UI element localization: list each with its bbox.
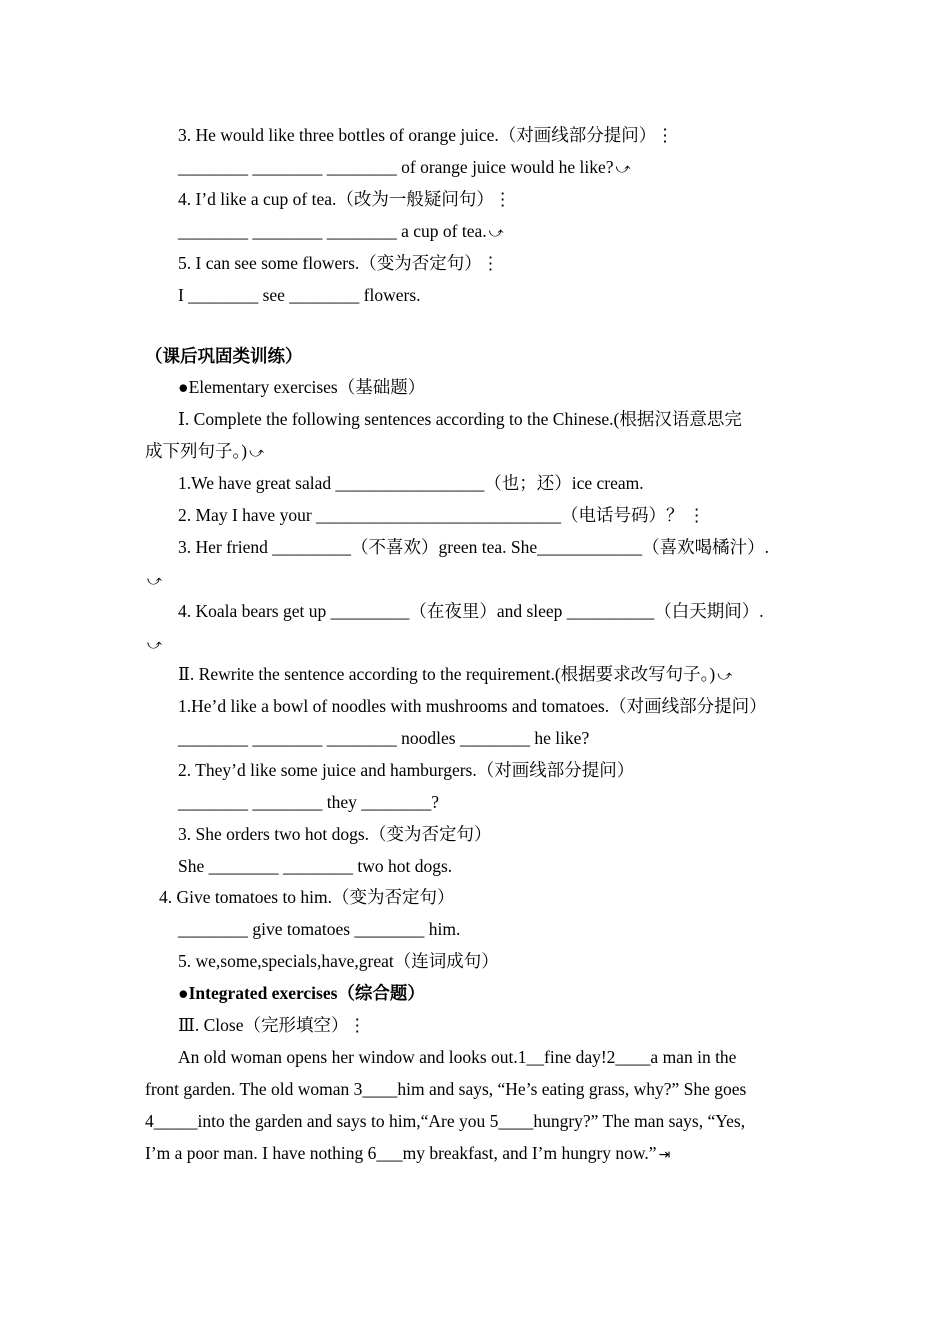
question-4-cont [145, 631, 815, 657]
passage-line-1: An old woman opens her window and looks out.1__fine day!2____a man in the [178, 1047, 737, 1067]
elementary-heading: ●Elementary exercises（基础题） [178, 377, 426, 397]
rewrite-1-answer: ________ ________ ________ noodles ________ he like? [178, 728, 590, 748]
rewrite-1: 1.He’d like a bowl of noodles with mushrooms and tomatoes.（对画线部分提问） [178, 696, 767, 716]
return-mark-icon: ⤻ [717, 668, 733, 684]
rewrite-2: 2. They’d like some juice and hamburgers.（对画线部分提问） [178, 760, 635, 780]
rewrite-5: 5. we,some,specials,have,great（连词成句） [178, 951, 499, 971]
answer-line-2: ________ ________ ________ a cup of tea. ⤻ [178, 219, 848, 245]
part-one-instruction: Ⅰ. Complete the following sentences according to the Chinese.(根据汉语意思完 [178, 409, 742, 429]
rewrite-2-answer: ________ ________ they ________? [178, 792, 440, 812]
exercise-line-2: 4. I’d like a cup of tea.（改为一般疑问句）⋮ [178, 189, 512, 209]
question-1: 1.We have great salad _________________（也；还）ice cream. [178, 473, 644, 493]
question-3: 3. Her friend _________（不喜欢）green tea. She____________（喜欢喝橘汁）. [178, 537, 770, 557]
integrated-heading: ●Integrated exercises（综合题） [178, 983, 425, 1003]
section-title: （课后巩固类训练） [145, 346, 303, 366]
part-one-instruction-cont: 成下列句子。) ⤻ [145, 439, 815, 465]
rewrite-4: 4. Give tomatoes to him.（变为否定句） [159, 887, 455, 907]
return-mark-icon: ⤻ [147, 573, 162, 589]
passage-line-3: 4_____into the garden and says to him,“Are you 5____hungry?” The man says, “Yes, [145, 1111, 746, 1131]
part-three-heading: Ⅲ. Close（完形填空）⋮ [178, 1015, 366, 1035]
rewrite-3-answer: She ________ ________ two hot dogs. [178, 856, 453, 876]
passage-line-2: front garden. The old woman 3____him and says, “He’s eating grass, why?” She goes [145, 1079, 747, 1099]
return-mark-icon: ⤻ [488, 225, 504, 241]
return-mark-icon: ⤻ [615, 161, 631, 177]
part-two-instruction: Ⅱ. Rewrite the sentence according to the requirement.(根据要求改写句子。) ⤻ [178, 662, 848, 688]
rewrite-4-answer: ________ give tomatoes ________ him. [178, 919, 461, 939]
paragraph-end-icon: ⇥ [658, 1147, 671, 1163]
exercise-line-1: 3. He would like three bottles of orange juice.（对画线部分提问）⋮ [178, 125, 674, 145]
return-mark-icon: ⤻ [147, 637, 162, 653]
question-4: 4. Koala bears get up _________（在夜里）and sleep __________（白天期间）. [178, 601, 764, 621]
exercise-line-3: 5. I can see some flowers.（变为否定句）⋮ [178, 253, 500, 273]
return-mark-icon: ⤻ [249, 445, 265, 461]
question-2: 2. May I have your ____________________________（电话号码）？ ⋮ [178, 505, 706, 525]
passage-line-4: I’m a poor man. I have nothing 6___my breakfast, and I’m hungry now.” ⇥ [145, 1141, 815, 1167]
rewrite-3: 3. She orders two hot dogs.（变为否定句） [178, 824, 492, 844]
question-3-cont [145, 567, 815, 593]
answer-line-1: ________ ________ ________ of orange juice would he like? ⤻ [178, 155, 848, 181]
answer-line-3: I ________ see ________ flowers. [178, 285, 421, 305]
